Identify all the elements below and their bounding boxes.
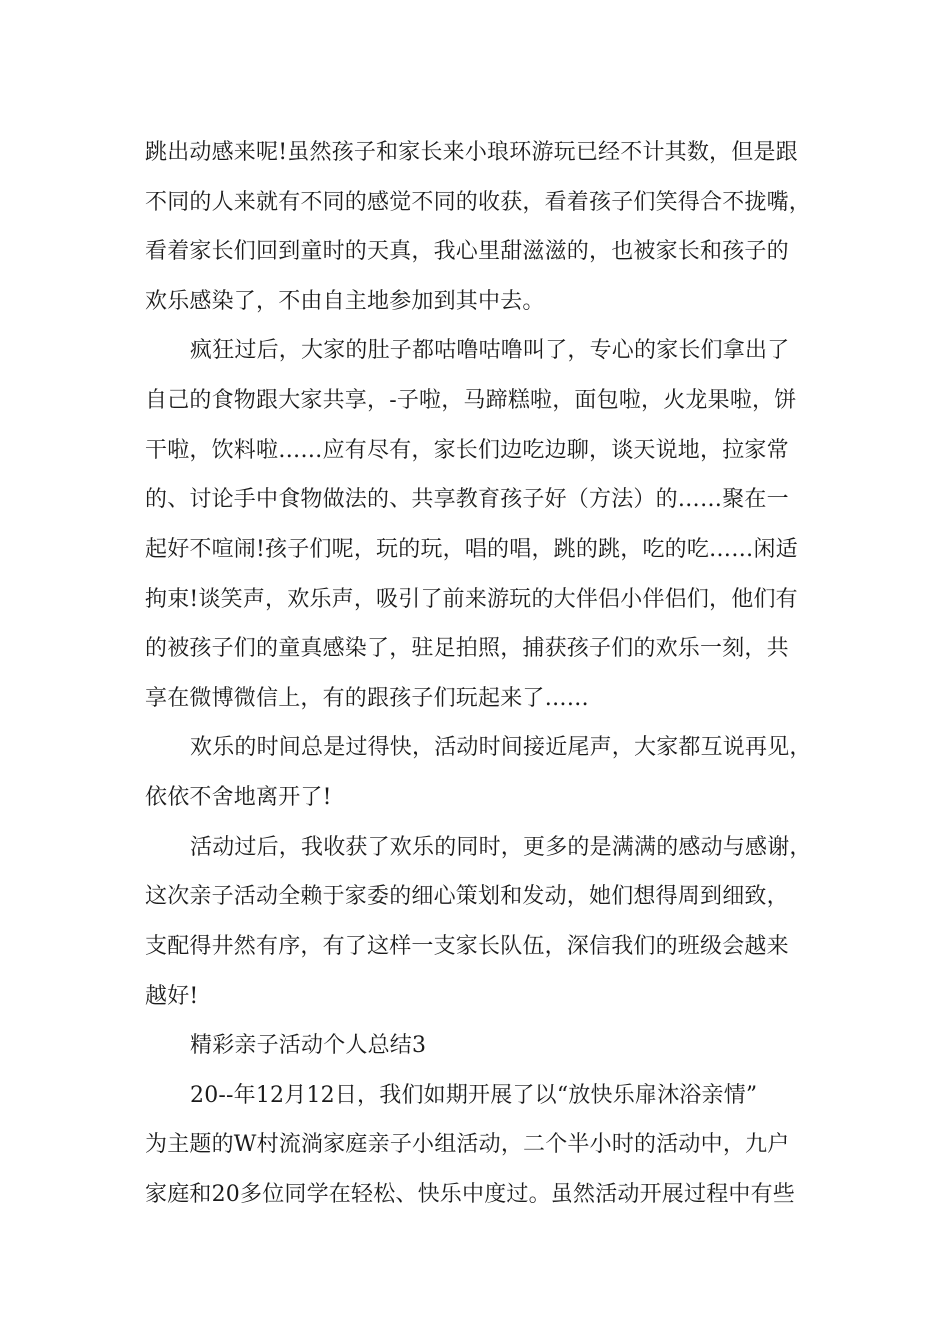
paragraph-start-line: 活动过后，我收获了欢乐的同时，更多的是满满的感动与感谢， bbox=[190, 835, 812, 860]
text-line: 不同的人来就有不同的感觉不同的收获，看着孩子们笑得合不拢嘴， bbox=[145, 190, 812, 215]
text-line: 的被孩子们的童真感染了，驻足拍照，捕获孩子们的欢乐一刻，共 bbox=[145, 636, 789, 661]
paragraph-start-line: 20--年12月12日，我们如期开展了以“放快乐扉沐浴亲情” bbox=[190, 1083, 758, 1108]
text-line: 拘束!谈笑声，欢乐声，吸引了前来游玩的大伴侣小伴侣们，他们有 bbox=[145, 587, 798, 612]
text-line: 支配得井然有序，有了这样一支家长队伍，深信我们的班级会越来 bbox=[145, 934, 789, 959]
text-line: 的、讨论手中食物做法的、共享教育孩子好（方法）的……聚在一 bbox=[145, 487, 789, 512]
text-line: 起好不喧闹!孩子们呢，玩的玩，唱的唱，跳的跳，吃的吃……闲适 bbox=[145, 537, 798, 562]
text-line: 自己的食物跟大家共享，-子啦，马蹄糕啦，面包啦，火龙果啦，饼 bbox=[145, 388, 797, 413]
text-line: 干啦，饮料啦……应有尽有，家长们边吃边聊，谈天说地，拉家常 bbox=[145, 438, 789, 463]
text-line: 跳出动感来呢!虽然孩子和家长来小琅环游玩已经不计其数，但是跟 bbox=[145, 140, 798, 165]
text-line: 欢乐感染了，不由自主地参加到其中去。 bbox=[145, 289, 545, 314]
text-line: 越好! bbox=[145, 984, 199, 1009]
text-line: 家庭和20多位同学在轻松、快乐中度过。虽然活动开展过程中有些 bbox=[145, 1182, 795, 1207]
text-line: 为主题的W村流淌家庭亲子小组活动，二个半小时的活动中，九户 bbox=[145, 1132, 790, 1157]
text-line: 看着家长们回到童时的天真，我心里甜滋滋的，也被家长和孩子的 bbox=[145, 239, 789, 264]
section-heading: 精彩亲子活动个人总结3 bbox=[190, 1033, 427, 1058]
text-line: 这次亲子活动全赖于家委的细心策划和发动，她们想得周到细致， bbox=[145, 884, 789, 909]
paragraph-start-line: 疯狂过后，大家的肚子都咕噜咕噜叫了，专心的家长们拿出了 bbox=[190, 338, 790, 363]
text-line: 享在微博微信上，有的跟孩子们玩起来了…… bbox=[145, 686, 590, 711]
paragraph-start-line: 欢乐的时间总是过得快，活动时间接近尾声，大家都互说再见， bbox=[190, 735, 812, 760]
text-line: 依依不舍地离开了! bbox=[145, 785, 332, 810]
